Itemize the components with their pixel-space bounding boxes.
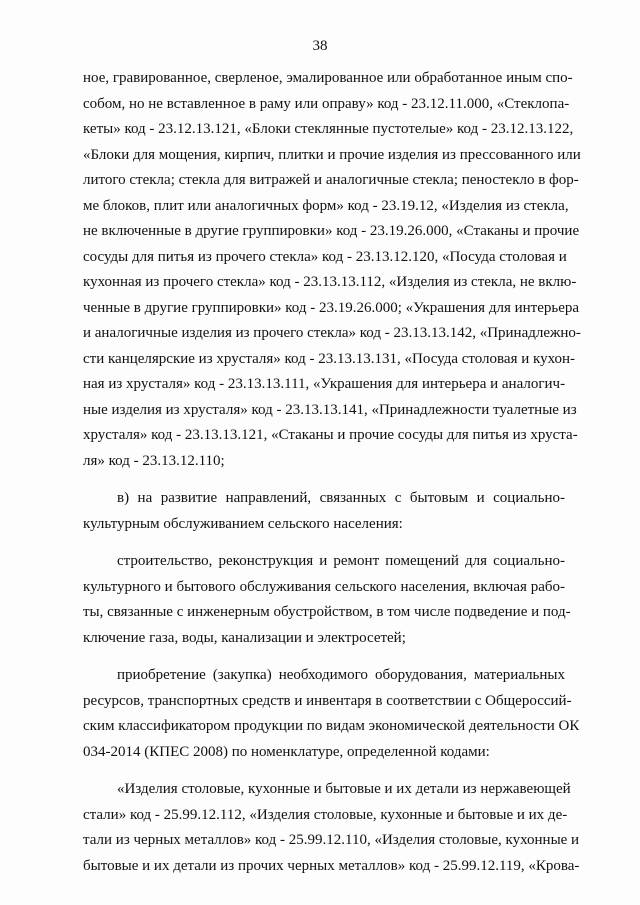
text-line: ная из хрусталя» код - 23.13.13.111, «Украшения для интерьера и аналогич-	[83, 376, 566, 392]
text-line: хрусталя» код - 23.13.13.121, «Стаканы и прочие сосуды для питья из хруста-	[83, 427, 578, 443]
paragraph	[83, 663, 580, 765]
text-line: тали из черных металлов» код - 25.99.12.110, «Изделия столовые, кухонные и	[83, 832, 580, 848]
paragraph	[83, 66, 581, 474]
text-line: ные изделия из хрусталя» код - 23.13.13.141, «Принадлежности туалетные из	[83, 401, 577, 418]
text-line: собом, но не вставленное в раму или оправу» код - 23.12.11.000, «Стеклопа-	[83, 95, 570, 112]
text-line: ное, гравированное, сверленое, эмалированное или обработанное иным спо-	[83, 70, 573, 86]
text-line: культурным обслуживанием сельского населения:	[83, 515, 403, 532]
paragraph	[83, 777, 580, 879]
text-line: «Блоки для мощения, кирпич, плитки и прочие изделия из прессованного или	[83, 146, 581, 163]
text-line: сти канцелярские из хрусталя» код - 23.13.13.131, «Посуда столовая и кухон-	[83, 350, 576, 367]
text-line: «Изделия столовые, кухонные и бытовые и их детали из нержавеющей	[117, 781, 571, 797]
text-line: сосуды для питья из прочего стекла» код - 23.13.12.120, «Посуда столовая и	[83, 248, 567, 265]
text-line: ты, связанные с инженерным обустройством, в том числе подведение и под-	[83, 604, 571, 620]
text-line: и аналогичные изделия из прочего стекла» код - 23.13.13.142, «Принадлежно-	[83, 325, 581, 341]
text-line: ключение газа, воды, канализации и электросетей;	[83, 629, 406, 646]
text-line: ресурсов, транспортных средств и инвентаря в соответствии с Общероссий-	[83, 692, 572, 709]
text-line: ме блоков, плит или аналогичных форм» код - 23.19.12, «Изделия из стекла,	[83, 197, 569, 214]
text-line: строительство, реконструкция и ремонт помещений для социально-	[117, 553, 565, 569]
text-line: 034-2014 (КПЕС 2008) по номенклатуре, определенной кодами:	[83, 743, 490, 760]
text-line: приобретение (закупка) необходимого оборудования, материальных	[117, 667, 565, 683]
text-line: литого стекла; стекла для витражей и аналогичные стекла; пеностекло в фор-	[83, 172, 579, 188]
text-line: кухонная из прочего стекла» код - 23.13.13.112, «Изделия из стекла, не вклю-	[83, 274, 577, 290]
text-line: не включенные в другие группировки» код - 23.19.26.000, «Стаканы и прочие	[83, 223, 580, 239]
text-line: кеты» код - 23.12.13.121, «Блоки стеклянные пустотелые» код - 23.12.13.122,	[83, 121, 574, 137]
page-number: 38	[312, 38, 328, 54]
text-line: культурного и бытового обслуживания сельского населения, включая рабо-	[83, 578, 565, 595]
document-body	[83, 66, 581, 879]
text-line: в) на развитие направлений, связанных с бытовым и социально-	[117, 490, 565, 506]
text-line: бытовые и их детали из прочих черных металлов» код - 25.99.12.119, «Крова-	[83, 857, 580, 874]
paragraph	[83, 549, 571, 651]
text-line: ля» код - 23.13.12.110;	[83, 452, 225, 469]
text-line: стали» код - 25.99.12.112, «Изделия столовые, кухонные и бытовые и их де-	[83, 806, 568, 823]
text-line: ченные в другие группировки» код - 23.19.26.000; «Украшения для интерьера	[83, 299, 580, 316]
paragraph	[83, 486, 565, 537]
text-line: ским классификатором продукции по видам экономической деятельности ОК	[83, 718, 580, 734]
